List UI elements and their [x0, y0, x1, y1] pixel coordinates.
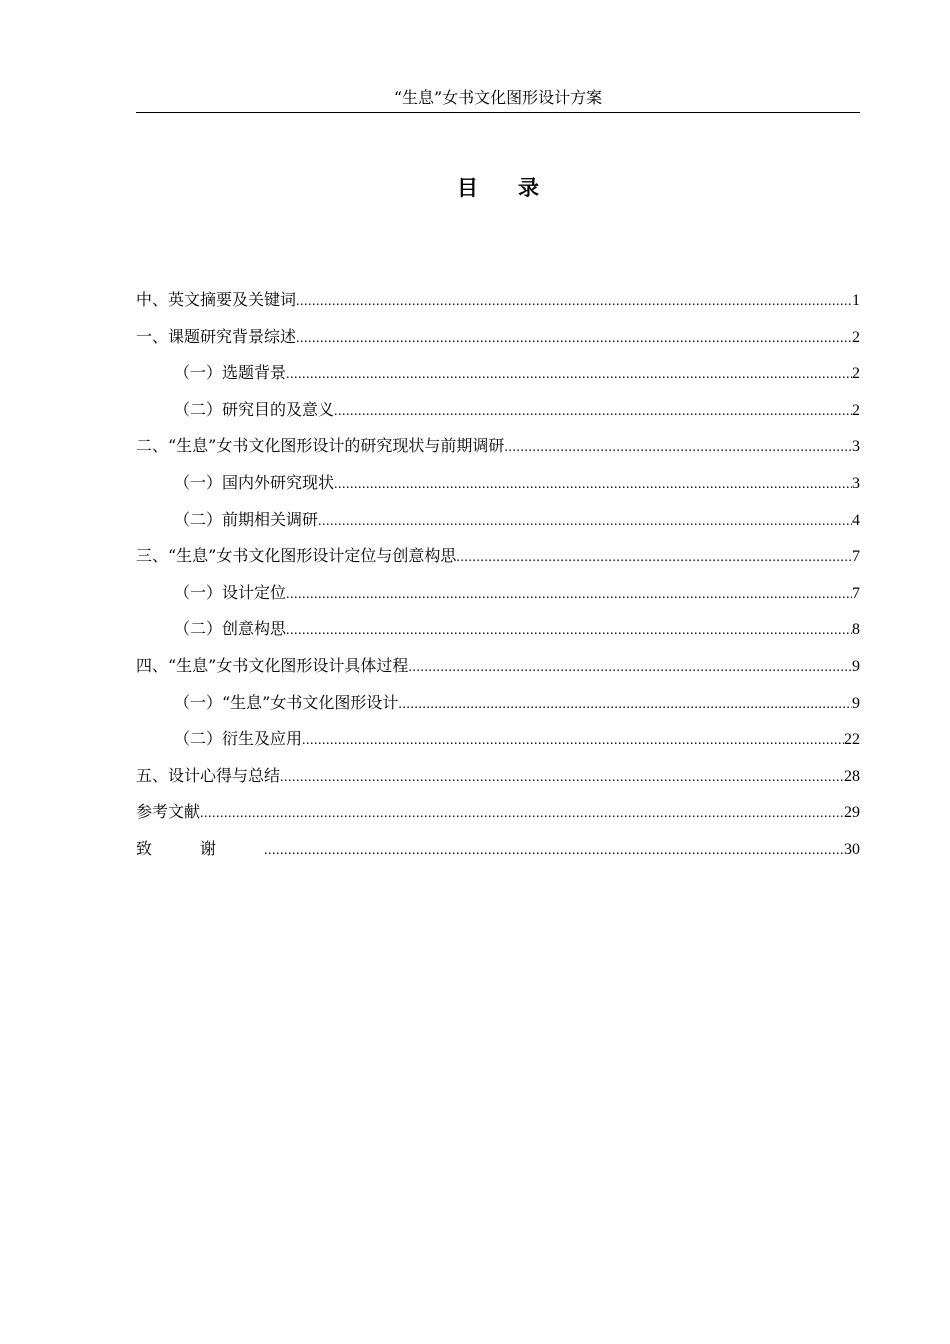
toc-entry-page: 9	[852, 657, 860, 675]
toc-entry[interactable]	[136, 284, 860, 321]
toc-entry[interactable]	[136, 321, 860, 358]
toc-entry-label: （一）国内外研究现状	[174, 472, 335, 492]
toc-entry-label: （二）衍生及应用	[174, 729, 303, 749]
toc-subentry[interactable]	[136, 613, 860, 650]
toc-dot-leader	[286, 615, 852, 647]
table-of-contents	[136, 284, 860, 870]
toc-dot-leader	[296, 323, 852, 355]
toc-dot-leader	[302, 725, 844, 757]
toc-entry-label: （一）设计定位	[174, 582, 287, 602]
toc-entry-page: 2	[852, 365, 860, 383]
toc-entry[interactable]	[136, 760, 860, 797]
toc-entry-page: 4	[852, 511, 860, 529]
toc-entry-label: （一）“生息”女书文化图形设计	[174, 692, 399, 712]
toc-subentry[interactable]	[136, 394, 860, 431]
toc-subentry[interactable]	[136, 687, 860, 724]
toc-dot-leader	[504, 432, 852, 464]
toc-dot-leader	[334, 396, 852, 428]
toc-entry-label: （一）选题背景	[174, 363, 287, 383]
toc-entry-label: （二）前期相关调研	[174, 509, 319, 529]
toc-entry-page: 3	[852, 474, 860, 492]
toc-entry-page: 7	[852, 584, 860, 602]
toc-entry-page: 3	[852, 438, 860, 456]
toc-subentry[interactable]	[136, 357, 860, 394]
toc-entry-page: 2	[852, 401, 860, 419]
toc-entry-label: （二）研究目的及意义	[174, 399, 335, 419]
toc-entry[interactable]	[136, 650, 860, 687]
toc-entry-label: 四、“生息”女书文化图形设计具体过程	[136, 655, 409, 675]
toc-entry[interactable]	[136, 796, 860, 833]
toc-subentry[interactable]	[136, 504, 860, 541]
toc-entry[interactable]	[136, 430, 860, 467]
toc-subentry[interactable]	[136, 723, 860, 760]
toc-entry-page: 22	[844, 731, 860, 749]
toc-entry-page: 2	[852, 328, 860, 346]
toc-dot-leader	[200, 798, 844, 830]
toc-dot-leader	[334, 469, 852, 501]
page-title: 目录	[457, 175, 579, 200]
toc-entry-page: 8	[852, 621, 860, 639]
toc-entry-label: 致谢	[136, 838, 265, 858]
toc-dot-leader	[296, 286, 852, 318]
toc-entry-label: 中、英文摘要及关键词	[136, 290, 297, 309]
running-header-title: “生息”女书文化图形设计方案	[393, 88, 603, 107]
toc-entry-page: 9	[852, 694, 860, 712]
toc-dot-leader	[398, 689, 852, 721]
toc-entry-label: 参考文献	[136, 802, 201, 822]
toc-dot-leader	[456, 542, 852, 574]
toc-dot-leader	[408, 652, 852, 684]
toc-dot-leader	[286, 579, 852, 611]
toc-entry-page: 7	[852, 548, 860, 566]
toc-subentry[interactable]	[136, 467, 860, 504]
toc-entry-page: 1	[852, 292, 860, 309]
toc-entry-label: 二、“生息”女书文化图形设计的研究现状与前期调研	[136, 436, 505, 456]
toc-dot-leader	[280, 762, 844, 794]
toc-entry-label: 五、设计心得与总结	[136, 765, 281, 785]
toc-entry[interactable]	[136, 833, 860, 870]
toc-subentry[interactable]	[136, 577, 860, 614]
toc-entry-page: 29	[844, 804, 860, 822]
toc-entry-label: 一、课题研究背景综述	[136, 326, 297, 346]
toc-entry-page: 30	[844, 840, 860, 858]
toc-dot-leader	[264, 835, 844, 867]
running-header	[136, 84, 860, 113]
toc-entry[interactable]	[136, 540, 860, 577]
toc-entry-page: 28	[844, 767, 860, 785]
toc-dot-leader	[286, 359, 852, 391]
toc-entry-label: （二）创意构思	[174, 619, 287, 639]
toc-dot-leader	[318, 506, 852, 538]
toc-entry-label: 三、“生息”女书文化图形设计定位与创意构思	[136, 546, 457, 566]
